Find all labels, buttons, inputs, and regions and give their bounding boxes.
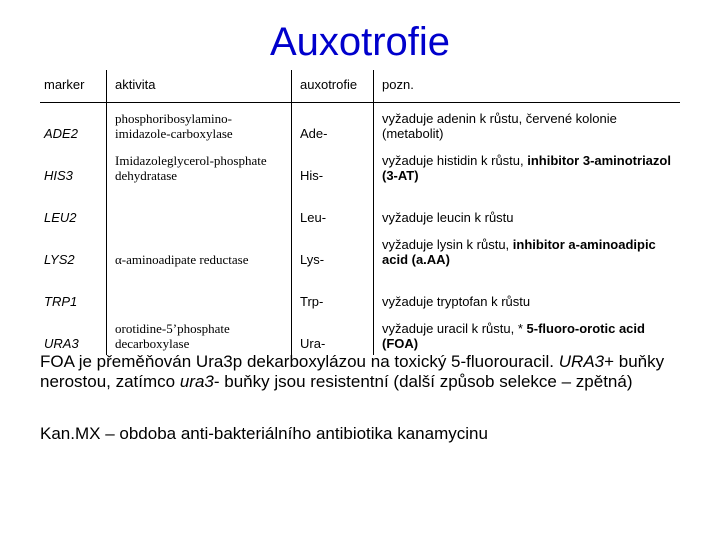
cell-auxotrophy: Leu-: [292, 187, 374, 229]
auxotrophy-table: [40, 70, 680, 355]
auxotrophy-table-container: [40, 70, 680, 355]
foa-text-e: - buňky jsou resistentní (další způsob selekce – zpětná): [213, 372, 633, 391]
cell-marker: HIS3: [40, 145, 107, 187]
note-text: vyžaduje adenin k růstu, červené kolonie (metabolit): [382, 111, 617, 141]
cell-marker: LEU2: [40, 187, 107, 229]
table-row-trp1: [40, 271, 680, 313]
notes-section: [40, 352, 680, 444]
note-bold-text: inhibitor a-aminoadipic acid (a.AA): [382, 237, 656, 267]
cell-marker: ADE2: [40, 103, 107, 146]
cell-marker: URA3: [40, 313, 107, 355]
note-text: vyžaduje leucin k růstu: [382, 210, 514, 225]
cell-auxotrophy: His-: [292, 145, 374, 187]
header-activity: aktivita: [107, 70, 292, 103]
cell-note: [374, 229, 681, 271]
foa-paragraph: [40, 352, 680, 392]
cell-note: [374, 145, 681, 187]
cell-auxotrophy: Ade-: [292, 103, 374, 146]
cell-activity: α-aminoadipate reductase: [107, 229, 292, 271]
cell-note: [374, 103, 681, 146]
table-header-row: [40, 70, 680, 103]
note-text: vyžaduje histidin k růstu,: [382, 153, 528, 168]
cell-marker: LYS2: [40, 229, 107, 271]
note-bold-text: 5-fluoro-orotic acid (FOA): [382, 321, 645, 351]
header-marker: marker: [40, 70, 107, 103]
cell-activity: orotidine-5’phosphate decarboxylase: [107, 313, 292, 355]
cell-auxotrophy: Lys-: [292, 229, 374, 271]
note-text: vyžaduje tryptofan k růstu: [382, 294, 531, 309]
note-bold-text: inhibitor 3-aminotriazol (3-AT): [382, 153, 671, 183]
cell-activity: [107, 271, 292, 313]
kanmx-paragraph: Kan.MX – obdoba anti-bakteriálního antibiotika kanamycinu: [40, 424, 488, 443]
table-row-his3: [40, 145, 680, 187]
table-row-ade2: [40, 103, 680, 146]
foa-gene-ura3-plus: URA3: [558, 352, 605, 371]
foa-gene-ura3-minus: ura3: [179, 372, 214, 391]
table-row-ura3: [40, 313, 680, 355]
cell-note: [374, 271, 681, 313]
cell-auxotrophy: Ura-: [292, 313, 374, 355]
cell-activity: [107, 187, 292, 229]
foa-text-c: + buňky nerostou, zatímco: [40, 352, 665, 391]
cell-activity: phosphoribosylamino-imidazole-carboxylase: [107, 103, 292, 146]
cell-auxotrophy: Trp-: [292, 271, 374, 313]
table-row-leu2: [40, 187, 680, 229]
cell-marker: TRP1: [40, 271, 107, 313]
page-title: Auxotrofie: [269, 20, 451, 64]
cell-activity: Imidazoleglycerol-phosphate dehydratase: [107, 145, 292, 187]
cell-note: [374, 313, 681, 355]
note-text: vyžaduje uracil k růstu, *: [382, 321, 527, 336]
header-note: pozn.: [374, 70, 681, 103]
note-text: vyžaduje lysin k růstu,: [382, 237, 513, 252]
table-row-lys2: [40, 229, 680, 271]
cell-note: [374, 187, 681, 229]
header-auxotrophy: auxotrofie: [292, 70, 374, 103]
foa-text-a: FOA je přeměňován Ura3p dekarboxylázou na toxický 5-fluorouracil.: [40, 352, 559, 371]
